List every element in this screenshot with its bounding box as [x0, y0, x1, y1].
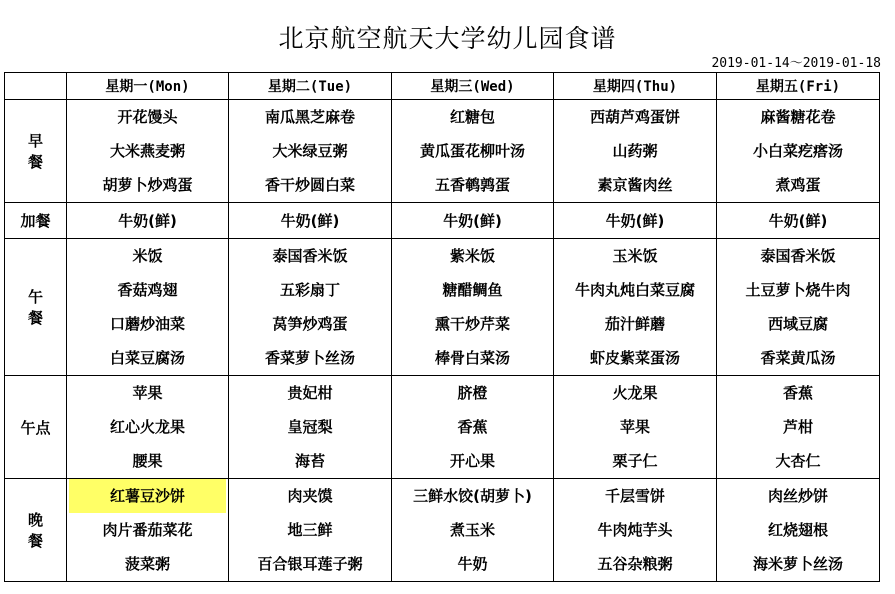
day-cell	[717, 239, 880, 376]
dish-item: 牛肉炖芋头	[597, 521, 673, 539]
dish-item: 脐橙	[457, 384, 488, 402]
header-row	[5, 73, 880, 100]
menu-table	[4, 72, 880, 582]
dish-item: 香蕉	[457, 418, 488, 436]
dish-item: 苹果	[619, 418, 650, 436]
dish-item: 贵妃柑	[287, 384, 333, 402]
dish-item: 泰国香米饭	[272, 247, 348, 265]
dish-item: 素京酱肉丝	[597, 176, 673, 194]
dish-item: 麻酱糖花卷	[760, 108, 836, 126]
dish-item: 黄瓜蛋花柳叶汤	[419, 142, 525, 160]
day-cell	[717, 100, 880, 203]
dish-item: 千层雪饼	[604, 487, 665, 505]
dish-item: 肉丝炒饼	[767, 487, 828, 505]
dish-item: 芦柑	[782, 418, 813, 436]
snack-row	[5, 203, 880, 239]
day-header-thu: 星期四(Thu)	[554, 73, 717, 100]
day-cell	[229, 479, 392, 582]
day-cell	[392, 239, 554, 376]
day-cell	[554, 100, 717, 203]
dish-item: 苹果	[132, 384, 163, 402]
day-cell	[229, 376, 392, 479]
dish-item: 三鲜水饺(胡萝卜)	[413, 487, 532, 505]
day-cell	[554, 203, 717, 239]
dish-item: 火龙果	[612, 384, 658, 402]
corner-cell	[5, 73, 67, 100]
dish-item: 香干炒圆白菜	[264, 176, 355, 194]
date-range: 2019-01-14～2019-01-18	[711, 56, 881, 71]
dish-item: 牛肉丸炖白菜豆腐	[574, 281, 695, 299]
dish-item: 牛奶(鲜)	[118, 212, 177, 230]
dish-item: 牛奶(鲜)	[280, 212, 340, 230]
dish-item: 五香鹌鹑蛋	[434, 176, 510, 194]
day-cell	[392, 376, 554, 479]
day-cell	[717, 203, 880, 239]
dish-item: 五彩扇丁	[279, 281, 340, 299]
dish-item: 西葫芦鸡蛋饼	[589, 108, 680, 126]
dish-item: 西域豆腐	[767, 315, 828, 333]
dish-item: 栗子仁	[612, 452, 658, 470]
dish-item: 糖醋鲷鱼	[442, 281, 503, 299]
day-cell	[554, 479, 717, 582]
day-cell	[392, 100, 554, 203]
dish-item: 煮玉米	[449, 521, 495, 539]
dish-item: 五谷杂粮粥	[597, 555, 673, 573]
day-cell	[67, 479, 229, 582]
day-cell	[67, 100, 229, 203]
dish-item: 肉片番茄菜花	[102, 521, 193, 539]
dish-item: 腰果	[132, 452, 163, 470]
day-cell	[229, 239, 392, 376]
meal-label-breakfast: 早 餐	[5, 100, 67, 203]
day-cell	[717, 376, 880, 479]
dish-item: 开花馒头	[117, 108, 178, 126]
day-header-wed: 星期三(Wed)	[392, 73, 554, 100]
dish-item: 莴笋炒鸡蛋	[272, 315, 348, 333]
day-cell	[554, 239, 717, 376]
dish-item: 牛奶(鲜)	[605, 212, 665, 230]
dish-item: 胡萝卜炒鸡蛋	[102, 176, 193, 194]
dish-item: 海米萝卜丝汤	[752, 555, 843, 573]
dish-item: 海苔	[294, 452, 325, 470]
dish-item: 虾皮紫菜蛋汤	[589, 349, 680, 367]
dish-item: 肉夹馍	[287, 487, 333, 505]
dish-item: 大米绿豆粥	[272, 142, 348, 160]
dish-item: 大米燕麦粥	[109, 142, 185, 160]
dish-item: 百合银耳莲子粥	[257, 555, 363, 573]
day-cell	[229, 100, 392, 203]
breakfast-row	[5, 100, 880, 203]
dish-item: 牛奶	[457, 555, 488, 573]
dish-item: 小白菜疙瘩汤	[752, 142, 843, 160]
dish-item: 紫米饭	[449, 247, 495, 265]
day-cell	[554, 376, 717, 479]
dish-item: 煮鸡蛋	[775, 176, 821, 194]
dish-item: 香菜黄瓜汤	[760, 349, 836, 367]
dish-item: 玉米饭	[612, 247, 658, 265]
dish-item: 山药粥	[612, 142, 658, 160]
dinner-row	[5, 479, 880, 582]
day-cell	[392, 479, 554, 582]
meal-label-afternoon: 午点	[5, 376, 67, 479]
afternoon-row	[5, 376, 880, 479]
day-cell	[392, 203, 554, 239]
dish-item: 香蕉	[782, 384, 813, 402]
dish-item: 地三鲜	[287, 521, 333, 539]
dish-item: 白菜豆腐汤	[109, 349, 185, 367]
day-header-mon: 星期一(Mon)	[67, 73, 229, 100]
dish-item: 米饭	[132, 247, 163, 265]
dish-item: 红烧翅根	[767, 521, 828, 539]
dish-item: 红心火龙果	[109, 418, 185, 436]
meal-label-lunch: 午 餐	[5, 239, 67, 376]
lunch-row	[5, 239, 880, 376]
dish-item: 开心果	[449, 452, 495, 470]
day-cell	[229, 203, 392, 239]
page-title: 北京航空航天大学幼儿园食谱	[278, 24, 617, 53]
day-cell	[67, 203, 229, 239]
day-header-tue: 星期二(Tue)	[229, 73, 392, 100]
day-header-fri: 星期五(Fri)	[717, 73, 880, 100]
dish-item: 红薯豆沙饼	[69, 479, 226, 513]
day-cell	[67, 376, 229, 479]
dish-item: 南瓜黑芝麻卷	[264, 108, 355, 126]
meal-label-snack: 加餐	[5, 203, 67, 239]
dish-item: 红糖包	[449, 108, 495, 126]
dish-item: 菠菜粥	[124, 555, 170, 573]
dish-item: 牛奶(鲜)	[768, 212, 828, 230]
dish-item: 牛奶(鲜)	[443, 212, 502, 230]
dish-item: 口蘑炒油菜	[109, 315, 185, 333]
dish-item: 茄汁鲜蘑	[604, 315, 665, 333]
day-cell	[717, 479, 880, 582]
dish-item: 泰国香米饭	[760, 247, 836, 265]
dish-item: 棒骨白菜汤	[434, 349, 510, 367]
dish-item: 香菇鸡翅	[117, 281, 178, 299]
dish-item: 大杏仁	[775, 452, 821, 470]
day-cell	[67, 239, 229, 376]
dish-item: 熏干炒芹菜	[434, 315, 510, 333]
dish-item: 香菜萝卜丝汤	[264, 349, 355, 367]
meal-label-dinner: 晚 餐	[5, 479, 67, 582]
dish-item: 土豆萝卜烧牛肉	[745, 281, 851, 299]
dish-item: 皇冠梨	[287, 418, 333, 436]
